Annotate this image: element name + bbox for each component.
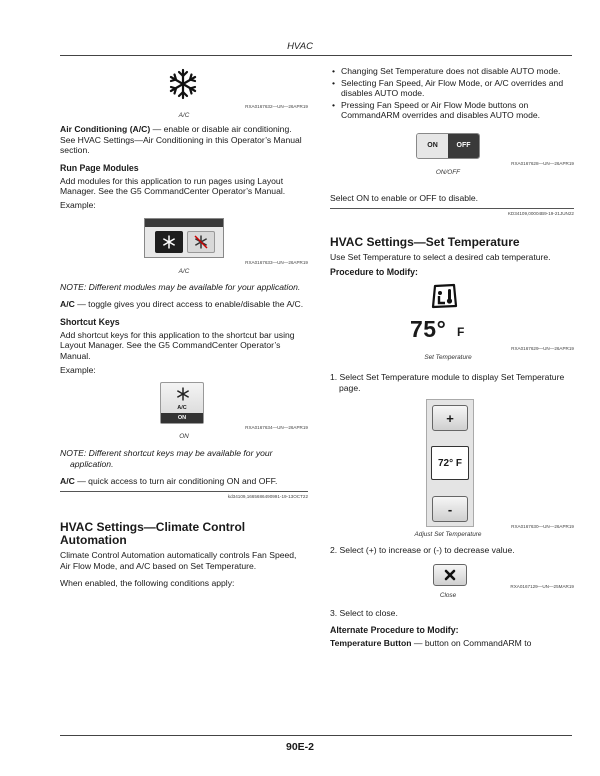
cab-thermometer-icon bbox=[429, 282, 459, 310]
procedure-heading: Procedure to Modify: bbox=[330, 267, 418, 278]
ac-definition bbox=[60, 124, 308, 156]
ac-module-figure bbox=[60, 218, 308, 282]
example-label: Example: bbox=[60, 199, 96, 210]
snowflake-icon bbox=[175, 386, 191, 402]
decrease-button[interactable]: - bbox=[432, 496, 468, 522]
toggle-on: ON bbox=[417, 134, 448, 158]
shortcut-keys-heading: Shortcut Keys bbox=[60, 316, 120, 327]
figure-code: RXA0167632—UN—26APR19 bbox=[245, 104, 308, 109]
figure-caption: ON bbox=[179, 433, 189, 441]
snowflake-icon bbox=[161, 234, 177, 250]
toggle-off: OFF bbox=[448, 134, 479, 158]
on-off-figure bbox=[330, 129, 574, 193]
figure-code: RXA0167129—UN—25MAR19 bbox=[510, 583, 574, 589]
climate-control-conditions-intro: When enabled, the following conditions apply: bbox=[60, 578, 235, 589]
procedure-step: 1. Select Set Temperature module to display Set Temperature page. bbox=[330, 372, 565, 393]
close-figure bbox=[330, 562, 574, 602]
note-modules: NOTE: Different modules may be available for your application. bbox=[60, 281, 301, 292]
set-temperature-heading: HVAC Settings—Set Temperature bbox=[330, 234, 520, 249]
set-temperature-text: Use Set Temperature to select a desired cab temperature. bbox=[330, 251, 551, 262]
procedure-steps bbox=[330, 608, 574, 619]
snowflake-off-icon bbox=[193, 234, 209, 250]
figure-caption: ON/OFF bbox=[435, 168, 461, 176]
ac-term: Air Conditioning (A/C) bbox=[60, 124, 151, 134]
section-divider bbox=[60, 491, 308, 492]
ac-quick-description: — quick access to turn air conditioning ON and OFF. bbox=[74, 476, 278, 487]
figure-caption: A/C bbox=[178, 112, 190, 119]
climate-control-heading: HVAC Settings—Climate Control Automation bbox=[60, 519, 246, 547]
ac-shortcut-key bbox=[160, 382, 204, 424]
ac-description: — enable or disable air conditioning. See HVAC Settings—Air Conditioning in this Operator’s Manual section. bbox=[60, 124, 302, 156]
figure-caption: Set Temperature bbox=[424, 354, 472, 362]
list-item: • Pressing Fan Speed or Air Flow Mode buttons on CommandARM overrides and disables AUTO mode. bbox=[330, 100, 574, 121]
temperature-display: 72° F bbox=[431, 446, 469, 480]
temperature-button-definition bbox=[330, 638, 574, 649]
on-off-toggle bbox=[416, 133, 480, 159]
shortcut-keys-text: Add shortcut keys for this application to the shortcut bar using Layout Manager. See the G5 CommandCenter Operator’s Manual. bbox=[60, 329, 295, 361]
figure-code: RXA0167633—UN—26APR19 bbox=[245, 259, 308, 265]
figure-caption: A/C bbox=[178, 267, 190, 275]
header-rule bbox=[60, 55, 572, 56]
run-page-modules-heading: Run Page Modules bbox=[60, 162, 139, 173]
set-temperature-value: 75° bbox=[410, 316, 447, 343]
ac-toggle-description: — toggle gives you direct access to enable/disable the A/C. bbox=[74, 299, 304, 310]
auto-mode-conditions bbox=[330, 66, 574, 121]
ac-toggle-definition bbox=[60, 299, 308, 310]
shortcut-label: A/C bbox=[177, 405, 187, 412]
ac-run-page-module bbox=[144, 218, 224, 258]
close-button[interactable] bbox=[433, 564, 467, 586]
set-temperature-figure bbox=[330, 280, 574, 364]
run-page-modules-text: Add modules for this application to run pages using Layout Manager. See the G5 CommandCenter Operator’s Manual. bbox=[60, 175, 286, 197]
note-shortcut-keys: NOTE: Different shortcut keys may be available for your application. bbox=[60, 448, 273, 469]
shortcut-state: ON bbox=[161, 413, 203, 423]
page-number: 90E-2 bbox=[285, 741, 315, 753]
increase-button[interactable]: + bbox=[432, 405, 468, 431]
temperature-button-term: Temperature Button bbox=[330, 637, 412, 648]
module-title-bar bbox=[145, 219, 223, 227]
climate-control-text: Climate Control Automation automatically controls Fan Speed, Air Flow Mode, and A/C based on Set Temperature. bbox=[60, 549, 297, 571]
footer-rule bbox=[60, 735, 572, 736]
set-temperature-unit: F bbox=[457, 325, 465, 340]
adjust-temperature-panel bbox=[426, 399, 474, 527]
ac-shortcut-figure bbox=[60, 382, 308, 448]
procedure-steps bbox=[330, 545, 574, 556]
left-column bbox=[60, 66, 308, 596]
adjust-set-temperature-figure bbox=[330, 399, 574, 537]
ac-snowflake-figure bbox=[60, 66, 308, 124]
list-item: • Selecting Fan Speed, Air Flow Mode, or A/C overrides and disables AUTO mode. bbox=[330, 78, 574, 99]
temperature-button-description: — button on CommandARM to bbox=[411, 637, 532, 648]
figure-code: RXA0167630—UN—26APR19 bbox=[511, 524, 574, 530]
ac-on-state bbox=[155, 231, 183, 253]
procedure-step: 2. Select (+) to increase or (-) to decrease value. bbox=[330, 545, 515, 556]
ac-quick-definition bbox=[60, 476, 308, 487]
figure-caption: Adjust Set Temperature bbox=[414, 531, 482, 539]
ac-off-state bbox=[187, 231, 215, 253]
figure-caption: Close bbox=[439, 591, 457, 599]
example-label: Example: bbox=[60, 364, 96, 375]
procedure-step: 3. Select to close. bbox=[330, 607, 398, 618]
ac-toggle-term: A/C bbox=[60, 299, 75, 310]
close-icon bbox=[444, 569, 456, 581]
list-item: • Changing Set Temperature does not disable AUTO mode. bbox=[330, 66, 574, 77]
section-divider bbox=[330, 208, 574, 209]
figure-code: RXA0167629—UN—26APR19 bbox=[511, 346, 574, 352]
figure-code: RXA0167628—UN—26APR19 bbox=[511, 160, 574, 166]
snowflake-icon bbox=[167, 68, 199, 100]
on-off-instruction: Select ON to enable or OFF to disable. bbox=[330, 192, 479, 203]
procedure-steps bbox=[330, 372, 574, 393]
right-column bbox=[330, 66, 574, 655]
page-header-title: HVAC bbox=[287, 41, 313, 52]
reference-code: kd34109,1665686490991-19-13OCT22 bbox=[227, 493, 308, 499]
reference-code: KD34109,00004B9-19-21JUN22 bbox=[507, 210, 574, 216]
ac-quick-term: A/C bbox=[60, 476, 75, 487]
alternate-procedure-heading: Alternate Procedure to Modify: bbox=[330, 624, 459, 635]
figure-code: RXA0167634—UN—26APR19 bbox=[245, 425, 308, 431]
